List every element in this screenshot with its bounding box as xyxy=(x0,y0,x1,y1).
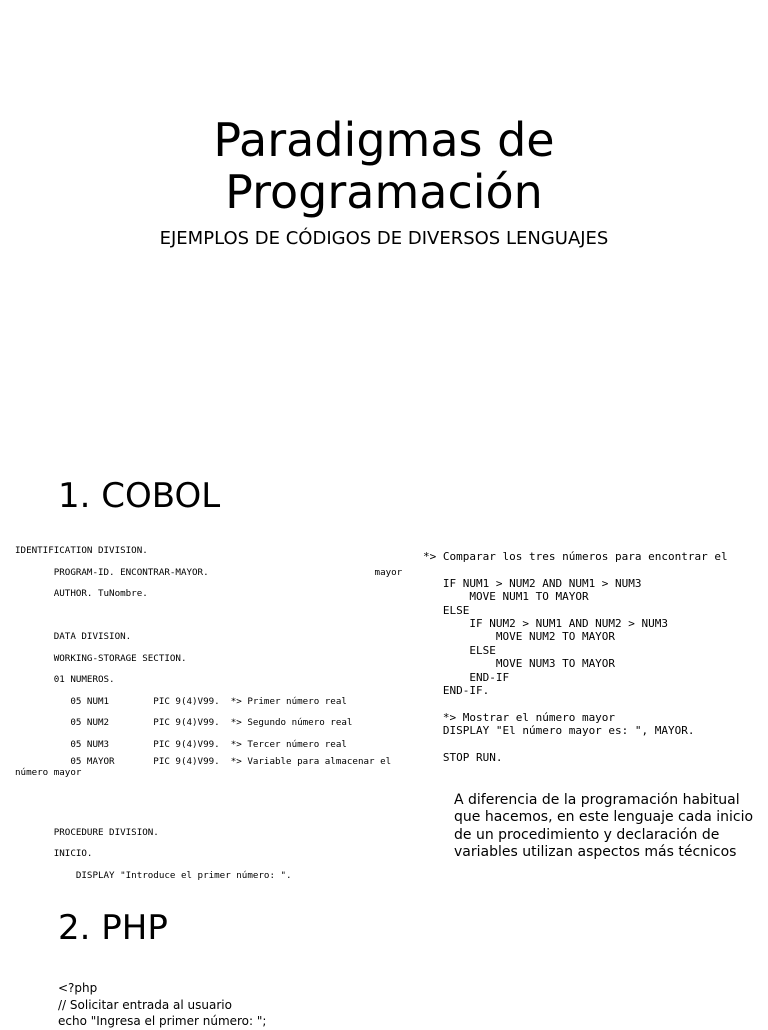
code-line: IF NUM2 > NUM1 AND NUM2 > NUM3 xyxy=(423,616,669,630)
code-line: 05 NUM1 PIC 9(4)V99. *> Primer número real xyxy=(15,695,347,707)
code-line: ELSE xyxy=(423,643,496,657)
cobol-code-right xyxy=(423,550,768,764)
presentation-subtitle: EJEMPLOS DE CÓDIGOS DE DIVERSOS LENGUAJES xyxy=(159,228,609,249)
cobol-note: A diferencia de la programación habitual que hacemos, en este lenguaje cada inicio de un procedimiento y declaración de variables utilizan aspectos más técnicos xyxy=(454,792,754,860)
code-line: PROGRAM-ID. ENCONTRAR-MAYOR. mayor xyxy=(15,566,403,578)
code-line: MOVE NUM2 TO MAYOR xyxy=(423,630,616,644)
title-line-1: Paradigmas de xyxy=(213,113,555,167)
code-line: MOVE NUM1 TO MAYOR xyxy=(423,590,589,604)
code-line: // Solicitar entrada al usuario xyxy=(58,997,232,1012)
code-line: AUTHOR. TuNombre. xyxy=(15,588,148,599)
code-line: IDENTIFICATION DIVISION. xyxy=(15,545,148,556)
code-line xyxy=(423,563,768,576)
code-line: *> Comparar los tres números para encontrar el xyxy=(423,550,728,563)
code-line: 05 MAYOR PIC 9(4)V99. *> Variable para almacenar el número mayor xyxy=(15,756,392,778)
code-line: 05 NUM2 PIC 9(4)V99. *> Segundo número real xyxy=(15,717,353,728)
section-heading-cobol: 1. COBOL xyxy=(58,476,221,516)
code-line: MOVE NUM3 TO MAYOR xyxy=(423,657,616,671)
code-line: DISPLAY "Introduce el primer número: ". xyxy=(15,869,292,881)
code-line: WORKING-STORAGE SECTION. xyxy=(15,652,187,664)
code-line: END-IF. xyxy=(423,683,490,697)
code-line: echo "Ingresa el primer número: "; xyxy=(58,1014,267,1028)
code-line: 05 NUM3 PIC 9(4)V99. *> Tercer número real xyxy=(15,738,347,750)
cobol-slide xyxy=(0,440,768,881)
code-line: DATA DIVISION. xyxy=(15,631,132,642)
code-line: 01 NUMEROS. xyxy=(15,674,115,685)
code-line: IF NUM1 > NUM2 AND NUM1 > NUM3 xyxy=(423,576,642,590)
cobol-code-left xyxy=(15,540,407,881)
title-line-2: Programación xyxy=(225,165,543,219)
code-line: INICIO. xyxy=(15,848,93,859)
section-heading-php: 2. PHP xyxy=(58,908,168,948)
presentation-title xyxy=(0,114,768,218)
code-line xyxy=(15,800,407,822)
code-line: PROCEDURE DIVISION. xyxy=(15,826,159,838)
code-line: <?php xyxy=(58,981,98,995)
code-line: ELSE xyxy=(423,603,470,617)
php-slide xyxy=(0,872,768,1028)
code-line xyxy=(423,697,768,710)
title-slide xyxy=(0,0,768,440)
code-line: *> Mostrar el número mayor xyxy=(423,710,616,724)
code-line: END-IF xyxy=(423,670,510,684)
code-line: DISPLAY "El número mayor es: ", MAYOR. xyxy=(423,724,695,738)
code-line: STOP RUN. xyxy=(423,750,503,764)
php-code xyxy=(58,980,458,1030)
code-line xyxy=(15,605,407,627)
code-line xyxy=(423,737,768,750)
